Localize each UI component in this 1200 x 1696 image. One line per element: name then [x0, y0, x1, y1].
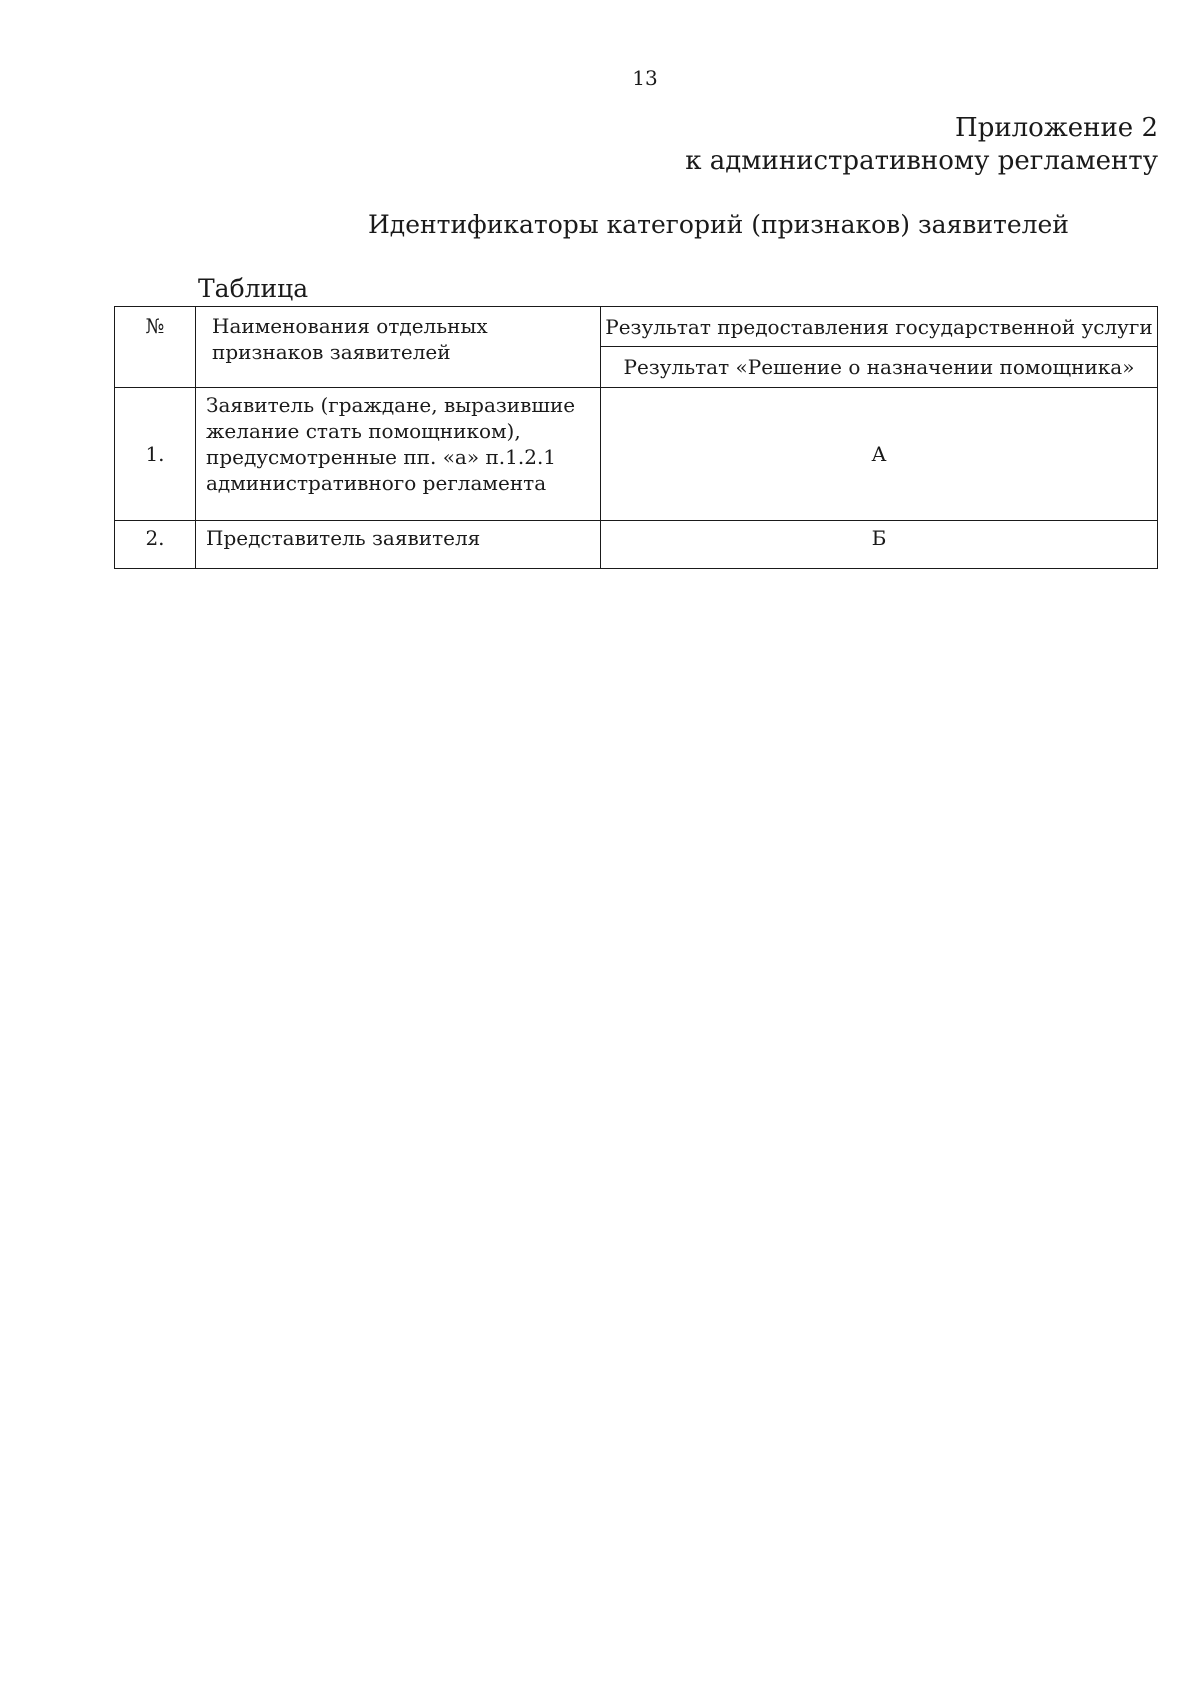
header-subresult: Результат «Решение о назначении помощника» [601, 347, 1158, 388]
header-name: Наименования отдельных признаков заявителей [196, 307, 601, 388]
table-caption: Таблица [198, 274, 309, 303]
header-number: № [115, 307, 196, 388]
row-number: 2. [115, 521, 196, 569]
table-row [115, 521, 1158, 569]
row-name: Заявитель (граждане, выразившие желание стать помощником), предусмотренные пп. «а» п.1.2.1 административного регламента [196, 388, 601, 521]
identifiers-table [114, 306, 1158, 569]
table-row [115, 388, 1158, 521]
document-title: Идентификаторы категорий (признаков) заявителей [368, 210, 1069, 239]
row-result: А [601, 388, 1158, 521]
row-name: Представитель заявителя [196, 521, 601, 569]
appendix-line-1: Приложение 2 [955, 113, 1158, 143]
row-number: 1. [115, 388, 196, 521]
appendix-line-2: к административному регламенту [685, 146, 1158, 176]
table-header-row [115, 307, 1158, 347]
header-result: Результат предоставления государственной услуги [601, 307, 1158, 347]
appendix-heading [685, 112, 1158, 178]
row-result: Б [601, 521, 1158, 569]
page-number: 13 [632, 66, 658, 90]
